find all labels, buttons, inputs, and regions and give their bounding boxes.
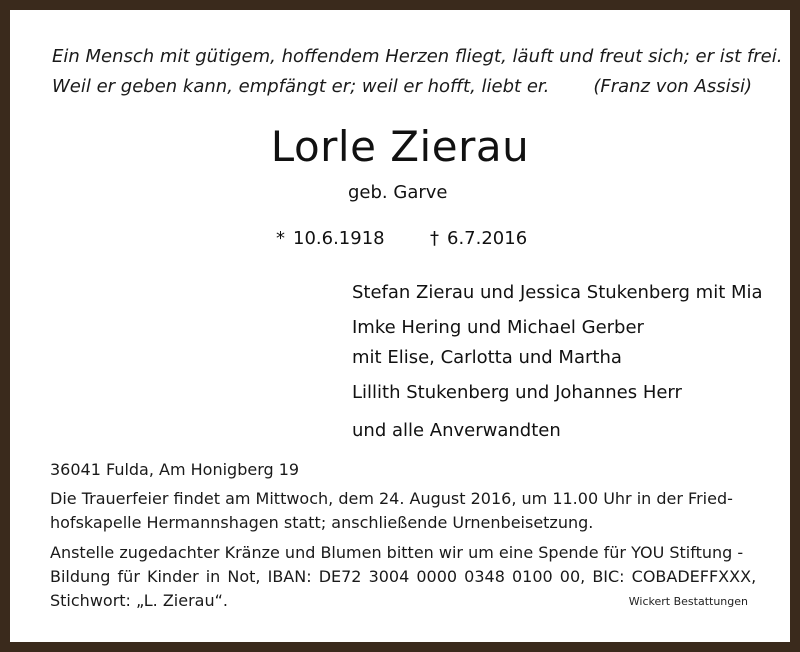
birth-star-icon: *: [276, 228, 285, 249]
notice-line: hofskapelle Hermannshagen statt; anschließende Urnenbeisetzung.: [50, 513, 594, 532]
family-line: Stefan Zierau und Jessica Stukenberg mit Mia: [352, 282, 763, 303]
birth-date: 10.6.1918: [293, 228, 385, 249]
quote-line-1: Ein Mensch mit gütigem, hoffendem Herzen fliegt, läuft und freut sich; er ist frei.: [52, 46, 783, 67]
death-date: 6.7.2016: [447, 228, 528, 249]
quote-author: (Franz von Assisi): [593, 76, 752, 97]
undertaker-credit: Wickert Bestattungen: [628, 595, 748, 608]
family-line: Lillith Stukenberg und Johannes Herr: [352, 382, 682, 403]
death-date-line: [430, 228, 527, 249]
death-cross-icon: †: [430, 228, 439, 249]
notice-line: Bildung für Kinder in Not, IBAN: DE72 3004 0000 0348 0100 00, BIC: COBADEFFXXX,: [50, 567, 757, 586]
family-line: mit Elise, Carlotta und Martha: [352, 347, 622, 368]
birth-date-line: [276, 228, 385, 249]
family-line: Imke Hering und Michael Gerber: [352, 317, 644, 338]
notice-line: Stichwort: „L. Zierau“.: [50, 591, 228, 610]
family-line: und alle Anverwandten: [352, 420, 561, 441]
notice-line: Die Trauerfeier findet am Mittwoch, dem 24. August 2016, um 11.00 Uhr in der Fried-: [50, 489, 733, 508]
notice-line: Anstelle zugedachter Kränze und Blumen bitten wir um eine Spende für YOU Stiftung -: [50, 543, 744, 562]
quote-line-2: Weil er geben kann, empfängt er; weil er hofft, liebt er.: [52, 76, 550, 97]
address: 36041 Fulda, Am Honigberg 19: [50, 460, 300, 479]
deceased-name: Lorle Zierau: [270, 122, 530, 171]
maiden-name: geb. Garve: [348, 182, 448, 203]
